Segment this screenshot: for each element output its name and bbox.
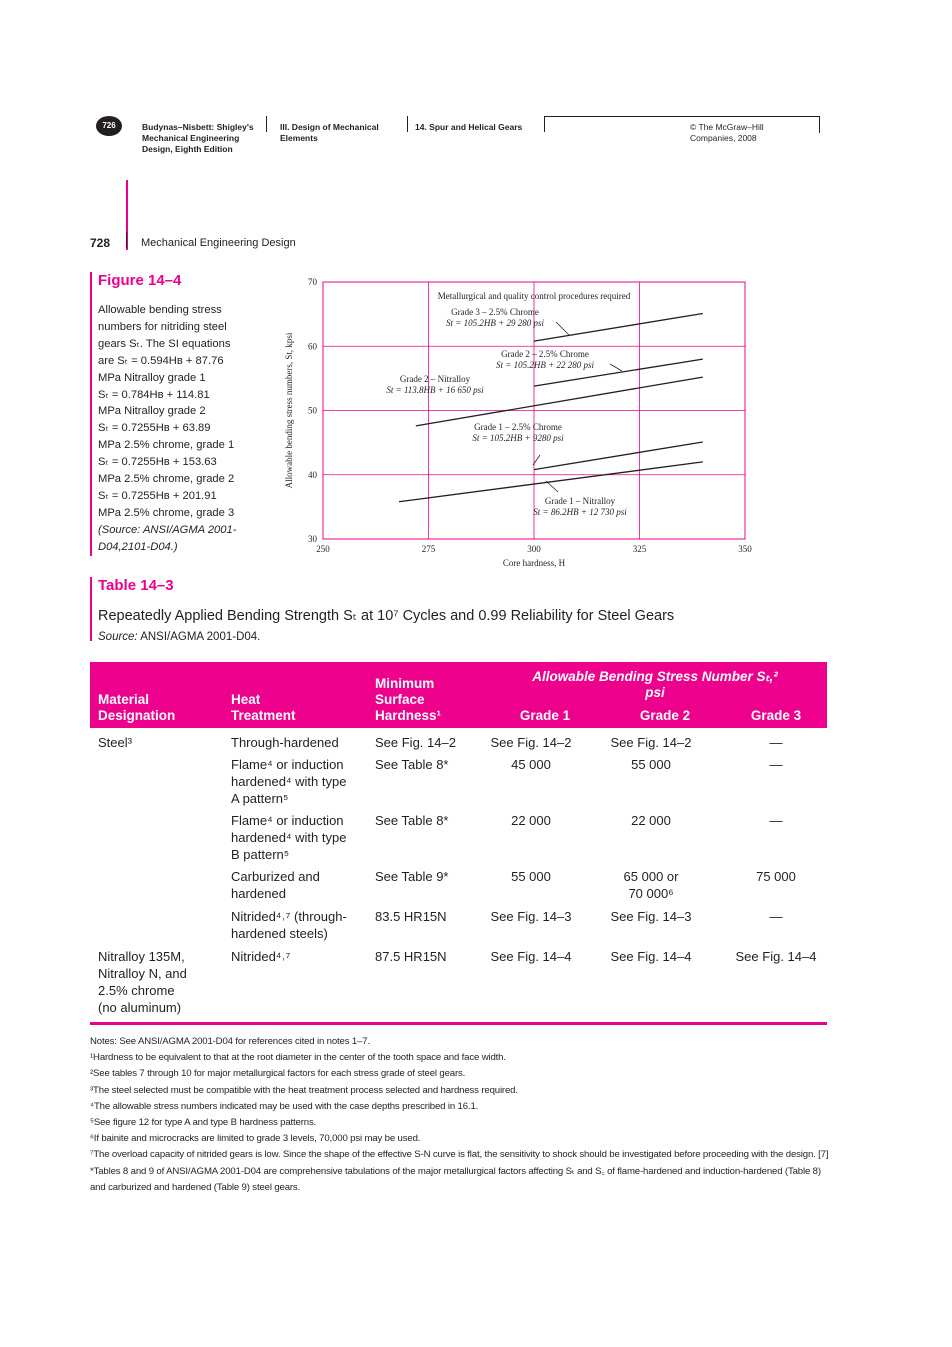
header-chapter-info — [415, 122, 522, 133]
header-line: Companies, 2008 — [690, 133, 757, 143]
cell-line: Nitrided⁴˒⁷ — [231, 949, 291, 964]
cell-g1 — [481, 908, 581, 925]
note-line: ¹Hardness to be equivalent to that at the root diameter in the center of the tooth space and face width. — [90, 1052, 506, 1064]
cell-hardness — [375, 812, 449, 829]
cell-material — [98, 948, 187, 1016]
note-line: ⁷The overload capacity of nitrided gears is low. Since the shape of the effective S-N curve is flat, the sensitivity to shock should be investigated before proceeding with the design. [7] — [90, 1149, 829, 1161]
table-header — [90, 662, 827, 728]
cell-line: 65 000 or — [623, 869, 679, 884]
cell-line: Carburized and — [231, 869, 320, 884]
series-equation: St = 113.8HB + 16 650 psi — [386, 385, 484, 395]
note-line: Notes: See ANSI/AGMA 2001-D04 for references cited in notes 1–7. — [90, 1036, 370, 1047]
nitriding-stress-chart — [278, 272, 758, 572]
header-line: Elements — [280, 133, 318, 143]
cell-line: See Fig. 14–4 — [735, 949, 817, 964]
series-label: Grade 1 – Nitralloy — [544, 496, 616, 506]
cell-heat — [231, 948, 290, 965]
cell-heat — [231, 868, 320, 902]
series-label: Grade 3 – 2.5% Chrome — [451, 307, 539, 317]
cell-hardness — [375, 734, 456, 751]
header-text: Heat — [231, 692, 261, 707]
header-heat-treatment — [231, 692, 296, 724]
cell-line: B pattern⁵ — [231, 847, 290, 862]
table-bottom-rule — [90, 1022, 827, 1025]
table-notes — [90, 1034, 830, 1196]
caption-line: Allowable bending stress — [98, 304, 222, 316]
cell-line: — — [769, 757, 783, 772]
cell-heat — [231, 756, 346, 807]
header-line: © The McGraw–Hill — [690, 122, 764, 132]
cell-line: Steel³ — [98, 735, 132, 750]
cell-hardness — [375, 948, 447, 965]
note-line: *Tables 8 and 9 of ANSI/AGMA 2001-D04 are comprehensive tabulations of the major metallurgical factors affecting Sₜ and S꜀ of flame-hardened and induction-hardened (Table 8) — [90, 1165, 821, 1177]
header-copyright — [690, 122, 764, 144]
cell-line: 22 000 — [511, 813, 551, 828]
cell-line: 22 000 — [631, 813, 671, 828]
caption-line: Sₜ = 0.784Hʙ + 114.81 — [98, 388, 210, 401]
y-tick-label: 30 — [308, 534, 317, 544]
y-axis-label: Allowable bending stress numbers, St, kpsi — [284, 332, 294, 489]
cell-line: hardened — [231, 886, 286, 901]
cell-line: — — [769, 813, 783, 828]
header-line: Budynas–Nisbett: Shigley's — [142, 122, 254, 132]
header-line: Mechanical Engineering — [142, 133, 240, 143]
series-line — [534, 313, 703, 341]
caption-line: are Sₜ = 0.594Hʙ + 87.76 — [98, 354, 224, 367]
y-tick-label: 60 — [308, 341, 317, 352]
table-source — [98, 631, 260, 643]
cell-g3 — [725, 868, 827, 885]
cell-line: See Table 8* — [375, 757, 449, 772]
cell-hardness — [375, 756, 449, 773]
figure-label: Figure 14–4 — [98, 272, 182, 289]
cell-g3 — [725, 948, 827, 965]
cell-g1 — [481, 812, 581, 829]
cell-line: hardened steels) — [231, 926, 328, 941]
header-text: Allowable Bending Stress Number Sₜ,² — [532, 669, 778, 684]
cell-line: See Fig. 14–4 — [490, 949, 572, 964]
cell-line: 83.5 HR15N — [375, 909, 447, 924]
cell-line: Through-hardened — [231, 735, 339, 750]
cell-g2 — [601, 948, 701, 965]
cell-line: 55 000 — [631, 757, 671, 772]
cell-line: — — [769, 909, 783, 924]
header-text: Treatment — [231, 708, 296, 723]
cell-hardness — [375, 908, 447, 925]
cell-g2 — [601, 756, 701, 773]
table-title: Repeatedly Applied Bending Strength Sₜ at 10⁷ Cycles and 0.99 Reliability for Steel Gears — [98, 608, 675, 624]
note-line: ³The steel selected must be compatible with the heat treatment process selected and hardness required. — [90, 1084, 518, 1096]
cell-line: Flame⁴ or induction — [231, 757, 344, 772]
y-tick-label: 70 — [308, 277, 317, 287]
caption-line: Sₜ = 0.7255Hʙ + 153.63 — [98, 456, 217, 469]
header-allowable-group — [485, 669, 825, 701]
cell-line: Flame⁴ or induction — [231, 813, 344, 828]
cell-line: See Table 8* — [375, 813, 449, 828]
pointer-arrow — [556, 322, 569, 335]
header-hardness — [375, 676, 441, 724]
series-label: Grade 2 – Nitralloy — [399, 374, 471, 384]
cell-line: See Fig. 14–3 — [610, 909, 692, 924]
header-text: psi — [645, 685, 665, 700]
header-line: Design, Eighth Edition — [142, 144, 233, 154]
cell-g3 — [725, 908, 827, 925]
y-tick-label: 50 — [308, 405, 317, 416]
cell-g3 — [725, 812, 827, 829]
header-part-info — [280, 122, 379, 144]
x-tick-label: 250 — [316, 544, 330, 554]
caption-line: MPa 2.5% chrome, grade 3 — [98, 506, 235, 519]
series-label: Grade 1 – 2.5% Chrome — [474, 422, 562, 432]
header-book-info — [142, 122, 254, 155]
header-material — [98, 692, 175, 724]
cell-heat — [231, 908, 347, 942]
note-line: ⁶If bainite and microcracks are limited to grade 3 levels, 70,000 psi may be used. — [90, 1133, 421, 1145]
cell-material — [98, 734, 132, 751]
caption-line: MPa Nitralloy grade 2 — [98, 405, 206, 418]
cell-g1 — [481, 734, 581, 751]
cell-line: See Fig. 14–2 — [610, 735, 692, 750]
caption-line: MPa 2.5% chrome, grade 2 — [98, 473, 235, 486]
cell-g2 — [601, 908, 701, 925]
series-equation: St = 105.2HB + 9280 psi — [472, 433, 564, 443]
page-number-divider — [126, 232, 127, 248]
pointer-arrow — [546, 481, 558, 492]
cell-line: 55 000 — [511, 869, 551, 884]
cell-line: hardened⁴ with type — [231, 774, 347, 789]
cell-g3 — [725, 734, 827, 751]
caption-line: Sₜ = 0.7255Hʙ + 63.89 — [98, 422, 211, 435]
note-line: ⁴The allowable stress numbers indicated may be used with the case depths prescribed in 16.1. — [90, 1100, 479, 1112]
cell-g2 — [601, 868, 701, 902]
caption-line: Sₜ = 0.7255Hʙ + 201.91 — [98, 489, 217, 502]
series-equation: St = 86.2HB + 12 730 psi — [533, 507, 627, 517]
header-grade-3: Grade 3 — [750, 708, 802, 723]
header-text: Material — [98, 692, 150, 707]
cell-g3 — [725, 756, 827, 773]
series-equation: St = 105.2HB + 29 280 psi — [446, 318, 544, 328]
header-divider — [544, 116, 820, 133]
cell-line: 70 000⁶ — [628, 886, 674, 901]
caption-line: MPa Nitralloy grade 1 — [98, 371, 206, 384]
cell-heat — [231, 734, 339, 751]
cell-line: Nitralloy N, and — [98, 966, 187, 981]
caption-line: gears Sₜ. The SI equations — [98, 337, 231, 350]
cell-g1 — [481, 868, 581, 885]
series-equation: St = 105.2HB + 22 280 psi — [496, 360, 594, 370]
y-tick-label: 40 — [308, 469, 317, 480]
x-tick-label: 300 — [527, 544, 541, 554]
cell-hardness — [375, 868, 449, 885]
cell-line: 2.5% chrome — [98, 983, 175, 998]
source-label: Source: — [98, 631, 138, 643]
header-grade-1: Grade 1 — [519, 708, 571, 723]
note-line: ²See tables 7 through 10 for major metallurgical factors for each stress grade of steel gears. — [90, 1068, 466, 1080]
cell-line: Nitrided⁴˒⁷ (through- — [231, 909, 347, 924]
header-line: 14. Spur and Helical Gears — [415, 122, 523, 132]
cell-line: — — [769, 735, 783, 750]
pointer-arrow — [610, 364, 622, 371]
cell-line: See Fig. 14–2 — [490, 735, 572, 750]
caption-line: numbers for nitriding steel — [98, 320, 227, 333]
note-line: ⁵See figure 12 for type A and type B hardness patterns. — [90, 1117, 317, 1129]
caption-line: MPa 2.5% chrome, grade 1 — [98, 439, 235, 452]
x-tick-label: 325 — [632, 544, 647, 554]
cell-line: 75 000 — [756, 869, 796, 884]
cell-g1 — [481, 948, 581, 965]
page-badge: 726 — [96, 116, 122, 136]
cell-heat — [231, 812, 346, 863]
cell-line: Nitralloy 135M, — [98, 949, 185, 964]
cell-line: 45 000 — [511, 757, 551, 772]
cell-line: 87.5 HR15N — [375, 949, 447, 964]
figure-accent-bar — [90, 272, 92, 556]
cell-line: A pattern⁵ — [231, 791, 289, 806]
caption-line: (Source: ANSI/AGMA 2001- — [98, 523, 237, 536]
x-tick-label: 275 — [421, 544, 436, 554]
cell-g2 — [601, 812, 701, 829]
header-grade-2: Grade 2 — [639, 708, 691, 723]
x-tick-label: 350 — [738, 544, 752, 554]
header-text: Minimum — [375, 676, 435, 691]
cell-g1 — [481, 756, 581, 773]
header-text: Surface — [375, 692, 425, 707]
book-title: Mechanical Engineering Design — [141, 237, 296, 249]
cell-line: hardened⁴ with type — [231, 830, 347, 845]
caption-line: D04,2101-D04.) — [98, 540, 178, 553]
page-number: 728 — [90, 236, 111, 250]
source-text: ANSI/AGMA 2001-D04. — [140, 631, 261, 643]
cell-line: See Table 9* — [375, 869, 449, 884]
header-text: Designation — [98, 708, 176, 723]
figure-caption — [98, 302, 268, 556]
cell-g2 — [601, 734, 701, 751]
table-label: Table 14–3 — [98, 577, 174, 594]
cell-line: See Fig. 14–4 — [610, 949, 692, 964]
note-line: and carburized and hardened (Table 9) steel gears. — [90, 1181, 301, 1193]
header-line: III. Design of Mechanical — [280, 122, 379, 132]
cell-line: (no aluminum) — [98, 1000, 182, 1015]
x-axis-label: Core hardness, H — [502, 558, 566, 568]
cell-line: See Fig. 14–3 — [490, 909, 572, 924]
header-text: Hardness¹ — [375, 708, 442, 723]
table-accent-bar — [90, 577, 92, 641]
cell-line: See Fig. 14–2 — [375, 735, 456, 750]
chart-annotation: Metallurgical and quality control procedures required — [437, 291, 631, 301]
series-label: Grade 2 – 2.5% Chrome — [501, 349, 589, 359]
